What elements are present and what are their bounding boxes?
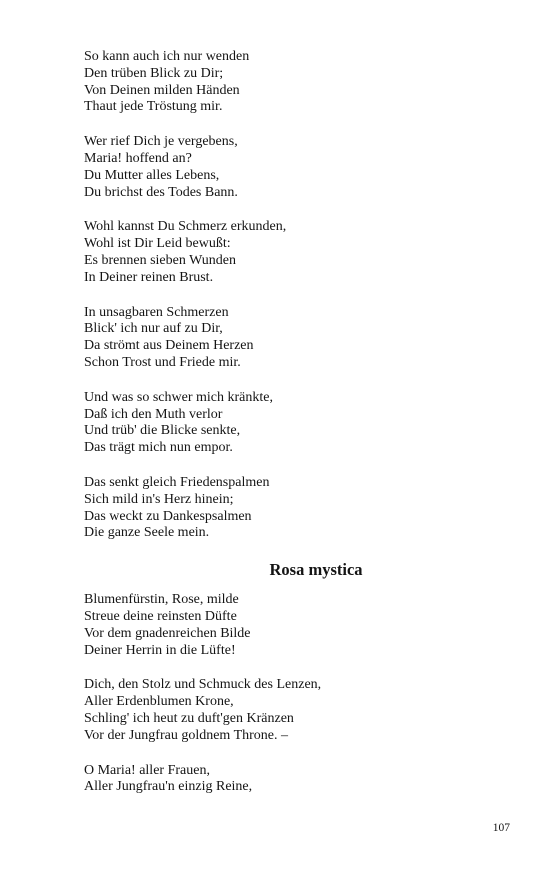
verse-line: Maria! hoffend an? bbox=[84, 150, 192, 166]
verse-line: Aller Erdenblumen Krone, bbox=[84, 694, 234, 710]
stanza bbox=[84, 49, 484, 116]
verse-line: Du brichst des Todes Bann. bbox=[84, 184, 238, 200]
stanza bbox=[84, 475, 484, 542]
verse-line: Schon Trost und Friede mir. bbox=[84, 354, 241, 370]
verse-line: O Maria! aller Frauen, bbox=[84, 762, 210, 778]
stanza bbox=[84, 390, 484, 457]
verse-line: Deiner Herrin in die Lüfte! bbox=[84, 642, 236, 658]
verse-line: In unsagbaren Schmerzen bbox=[84, 304, 229, 320]
verse-line: Sich mild in's Herz hinein; bbox=[84, 491, 234, 507]
verse-line: Blick' ich nur auf zu Dir, bbox=[84, 321, 223, 337]
verse-line: Blumenfürstin, Rose, milde bbox=[84, 592, 239, 608]
verse-line: Da strömt aus Deinem Herzen bbox=[84, 338, 254, 354]
poem-2 bbox=[84, 592, 484, 796]
verse-line: Daß ich den Muth verlor bbox=[84, 406, 223, 422]
verse-line: Dich, den Stolz und Schmuck des Lenzen, bbox=[84, 677, 322, 693]
stanza bbox=[84, 219, 484, 286]
poem-1 bbox=[84, 49, 484, 542]
verse-line: So kann auch ich nur wenden bbox=[84, 49, 250, 64]
verse-line: Wohl kannst Du Schmerz erkunden, bbox=[84, 219, 287, 235]
verse-line: Und trüb' die Blicke senkte, bbox=[84, 423, 241, 439]
verse-line: Schling' ich heut zu duft'gen Kränzen bbox=[84, 710, 294, 726]
verse-line: Wer rief Dich je vergebens, bbox=[84, 134, 238, 150]
verse-line: Es brennen sieben Wunden bbox=[84, 252, 236, 268]
verse-line: Den trüben Blick zu Dir; bbox=[84, 65, 224, 81]
verse-line: Aller Jungfrau'n einzig Reine, bbox=[84, 779, 253, 795]
page-body bbox=[84, 49, 484, 814]
verse-line: Thaut jede Tröstung mir. bbox=[84, 99, 223, 115]
poem-title: Rosa mystica bbox=[269, 560, 363, 580]
verse-line: Wohl ist Dir Leid bewußt: bbox=[84, 236, 231, 252]
verse-line: Vor der Jungfrau goldnem Throne. – bbox=[84, 727, 288, 743]
verse-line: Streue deine reinsten Düfte bbox=[84, 608, 237, 624]
verse-line: Das senkt gleich Friedenspalmen bbox=[84, 474, 270, 490]
verse-line: In Deiner reinen Brust. bbox=[84, 269, 214, 285]
page-number: 107 bbox=[492, 822, 510, 834]
stanza bbox=[84, 134, 484, 201]
verse-line: Vor dem gnadenreichen Bilde bbox=[84, 625, 251, 641]
stanza bbox=[84, 592, 484, 659]
verse-line: Und was so schwer mich kränkte, bbox=[84, 389, 273, 405]
verse-line: Das weckt zu Dankespsalmen bbox=[84, 508, 252, 524]
verse-line: Die ganze Seele mein. bbox=[84, 525, 210, 541]
verse-line: Von Deinen milden Händen bbox=[84, 82, 240, 98]
stanza bbox=[84, 305, 484, 372]
stanza bbox=[84, 763, 484, 797]
verse-line: Das trägt mich nun empor. bbox=[84, 440, 233, 456]
stanza bbox=[84, 677, 484, 744]
verse-line: Du Mutter alles Lebens, bbox=[84, 167, 220, 183]
